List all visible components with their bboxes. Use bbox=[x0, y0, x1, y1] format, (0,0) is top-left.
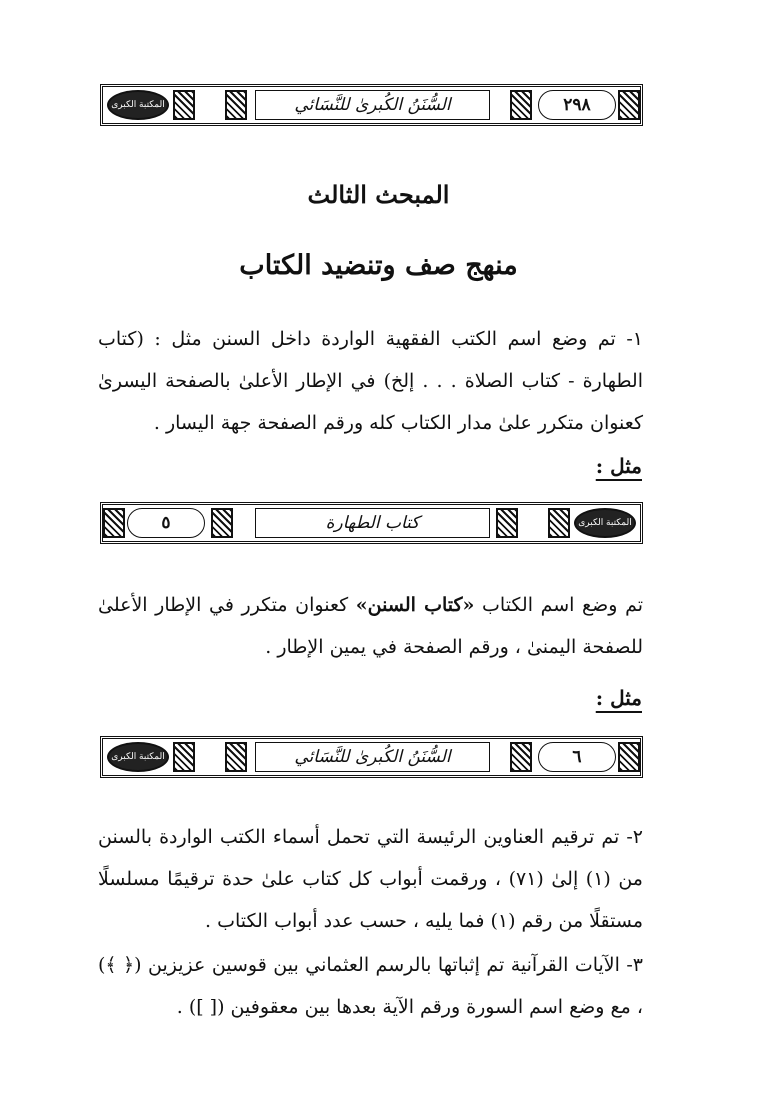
ornament-knot bbox=[548, 508, 570, 538]
page-number: ٢٩٨ bbox=[538, 90, 616, 120]
item-1-text: ١- تم وضع اسم الكتب الفقهية الواردة داخل السنن مثل : (كتاب الطهارة - كتاب الصلاة . . . إلخ) في الإطار الأعلىٰ بالصفحة اليسرىٰ كعنوان متكرر علىٰ مدار الكتاب كله ورقم الصفحة جهة اليسار . bbox=[98, 328, 643, 434]
running-title: السُّنَنُ الكُبرىٰ للنَّسَائي bbox=[255, 90, 490, 120]
emblem-logo: المكتبة الكبرى bbox=[107, 90, 169, 120]
example-frame-2 bbox=[100, 736, 643, 778]
ornament-knot bbox=[225, 742, 247, 772]
note-1-text: تم وضع اسم الكتاب «كتاب السنن» كعنوان متكرر في الإطار الأعلىٰ للصفحة اليمنىٰ ، ورقم الصفحة في يمين الإطار . bbox=[98, 594, 644, 658]
section-subtitle: منهج صف وتنضيد الكتاب bbox=[239, 250, 518, 281]
running-header bbox=[100, 84, 643, 126]
ornament-knot bbox=[103, 508, 125, 538]
example-frame-1 bbox=[100, 502, 643, 544]
emblem-logo: المكتبة الكبرى bbox=[574, 508, 636, 538]
item-2-text: ٢- تم ترقيم العناوين الرئيسة التي تحمل أسماء الكتب الواردة بالسنن من (١) إلىٰ (٧١) ، ورقمت أبواب كل كتاب علىٰ حدة ترقيمًا مسلسلًا مستقلًا من رقم (١) فما يليه ، حسب عدد أبواب الكتاب . bbox=[98, 826, 643, 932]
ornament-knot bbox=[510, 90, 532, 120]
ornament-knot bbox=[225, 90, 247, 120]
item-3 bbox=[98, 944, 643, 1028]
emblem-logo: المكتبة الكبرى bbox=[107, 742, 169, 772]
item-2 bbox=[98, 816, 643, 942]
ornament-knot bbox=[173, 90, 195, 120]
item-3-text: ٣- الآيات القرآنية تم إثباتها بالرسم العثماني بين قوسين عزيزين (﴿ ﴾) ، مع وضع اسم السورة ورقم الآية بعدها بين معقوفين ([ ]) . bbox=[98, 954, 643, 1018]
example-frame-2-title: السُّنَنُ الكُبرىٰ للنَّسَائي bbox=[255, 742, 490, 772]
ornament-knot bbox=[173, 742, 195, 772]
ornament-knot bbox=[618, 742, 640, 772]
note-1 bbox=[98, 584, 643, 668]
example-frame-2-number: ٦ bbox=[538, 742, 616, 772]
ornament-knot bbox=[211, 508, 233, 538]
item-1 bbox=[98, 318, 643, 444]
ornament-knot bbox=[496, 508, 518, 538]
example-label-2: مثل : bbox=[595, 686, 642, 710]
example-label-1: مثل : bbox=[595, 454, 642, 478]
section-title: المبحث الثالث bbox=[307, 180, 450, 209]
example-frame-1-title: كتاب الطهارة bbox=[255, 508, 490, 538]
ornament-knot bbox=[510, 742, 532, 772]
example-frame-1-number: ٥ bbox=[127, 508, 205, 538]
ornament-knot bbox=[618, 90, 640, 120]
